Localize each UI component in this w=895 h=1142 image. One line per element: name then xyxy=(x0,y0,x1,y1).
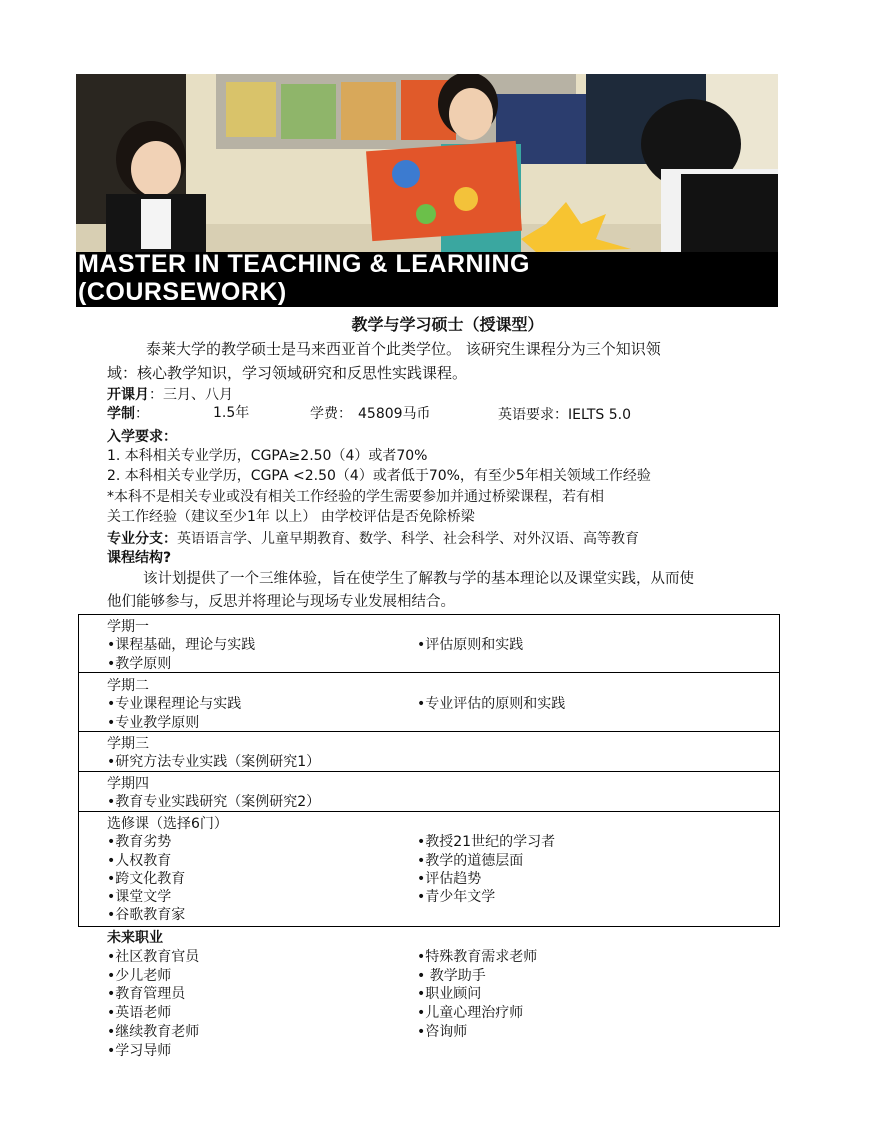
entry-item: 1. 本科相关专业学历，CGPA≥2.50（4）或者70% xyxy=(107,448,428,464)
intake-value: ：三月、八月 xyxy=(149,387,233,403)
semester-title: 学期一 xyxy=(107,619,149,635)
structure-label: 课程结构? xyxy=(107,550,172,566)
banner-title-line2: (COURSEWORK) xyxy=(78,278,287,306)
semester-title: 学期三 xyxy=(107,736,149,752)
career-item: •社区教育官员 xyxy=(107,949,200,965)
course-item: •谷歌教育家 xyxy=(107,907,186,923)
course-item: •评估趋势 xyxy=(417,871,482,887)
classroom-photo xyxy=(76,74,778,252)
duration-label: 学制 xyxy=(107,406,135,422)
course-item: •人权教育 xyxy=(107,853,172,869)
majors-row xyxy=(107,530,639,548)
career-item: •特殊教育需求老师 xyxy=(417,949,538,965)
course-item: •跨文化教育 xyxy=(107,871,186,887)
table-row-electives xyxy=(79,812,779,927)
course-item: •专业教学原则 xyxy=(107,715,200,731)
hero-image xyxy=(76,74,778,252)
semester-title: 选修课（选择6门） xyxy=(107,816,228,832)
course-item: •专业评估的原则和实践 xyxy=(417,696,566,712)
majors-label: 专业分支： xyxy=(107,531,177,547)
course-structure-table xyxy=(78,614,780,927)
career-item: • 教学助手 xyxy=(417,968,486,984)
entry-note: 关工作经验（建议至少1年 以上） 由学校评估是否免除桥梁 xyxy=(107,509,475,525)
course-item: •教授21世纪的学习者 xyxy=(417,834,556,850)
structure-line1: 该计划提供了一个三维体验，旨在使学生了解教与学的基本理论以及课堂实践，从而使 xyxy=(143,571,694,587)
course-item: •评估原则和实践 xyxy=(417,637,524,653)
table-row-semester-3 xyxy=(79,732,779,772)
career-item: •儿童心理治疗师 xyxy=(417,1005,524,1021)
intake-label: 开课月 xyxy=(107,387,149,403)
careers-label: 未来职业 xyxy=(107,930,163,946)
majors-value: 英语语言学、儿童早期教育、数学、科学、社会科学、对外汉语、高等教育 xyxy=(177,531,639,547)
table-row-semester-2 xyxy=(79,673,779,732)
career-item: •英语老师 xyxy=(107,1005,172,1021)
career-item: •职业顾问 xyxy=(417,986,482,1002)
entry-label: 入学要求： xyxy=(107,429,177,445)
english-row xyxy=(498,406,631,424)
table-row-semester-4 xyxy=(79,772,779,812)
table-row-semester-1 xyxy=(79,615,779,673)
fee-row xyxy=(310,405,431,423)
career-item: •学习导师 xyxy=(107,1043,172,1059)
course-item: •教学的道德层面 xyxy=(417,853,524,869)
course-item: •青少年文学 xyxy=(417,889,496,905)
structure-line2: 他们能够参与，反思并将理论与现场专业发展相结合。 xyxy=(107,594,455,610)
career-item: •咨询师 xyxy=(417,1024,468,1040)
title-banner xyxy=(76,252,778,307)
fee-value: 45809马币 xyxy=(358,406,431,422)
course-item: •教育专业实践研究（案例研究2） xyxy=(107,794,321,810)
course-item: •教育劣势 xyxy=(107,834,172,850)
semester-title: 学期四 xyxy=(107,776,149,792)
career-item: •少儿老师 xyxy=(107,968,172,984)
intro-line1: 泰莱大学的教学硕士是马来西亚首个此类学位。 该研究生课程分为三个知识领 xyxy=(146,340,661,358)
course-item: •教学原则 xyxy=(107,656,172,672)
entry-note: *本科不是相关专业或没有相关工作经验的学生需要参加并通过桥梁课程，若有相 xyxy=(107,489,604,505)
banner-title-line1: MASTER IN TEACHING & LEARNING xyxy=(78,250,530,278)
course-item: •研究方法专业实践（案例研究1） xyxy=(107,754,321,770)
page-title: 教学与学习硕士（授课型） xyxy=(351,315,544,334)
duration-row xyxy=(107,405,149,423)
fee-label: 学费： xyxy=(310,406,352,422)
english-label: 英语要求： xyxy=(498,407,568,423)
course-item: •专业课程理论与实践 xyxy=(107,696,242,712)
course-item: •课堂文学 xyxy=(107,889,172,905)
entry-item: 2. 本科相关专业学历，CGPA <2.50（4）或者低于70%，有至少5年相关领域工作经验 xyxy=(107,468,651,484)
duration-value: 1.5年 xyxy=(213,405,250,421)
intro-line2: 域：核心教学知识，学习领域研究和反思性实践课程。 xyxy=(107,364,468,382)
course-item: •课程基础，理论与实践 xyxy=(107,637,256,653)
career-item: •继续教育老师 xyxy=(107,1024,200,1040)
banner-title xyxy=(78,250,778,306)
semester-title: 学期二 xyxy=(107,678,149,694)
english-value: IELTS 5.0 xyxy=(568,407,631,423)
duration-colon: ： xyxy=(135,406,149,422)
intake-row xyxy=(107,386,233,404)
career-item: •教育管理员 xyxy=(107,986,186,1002)
